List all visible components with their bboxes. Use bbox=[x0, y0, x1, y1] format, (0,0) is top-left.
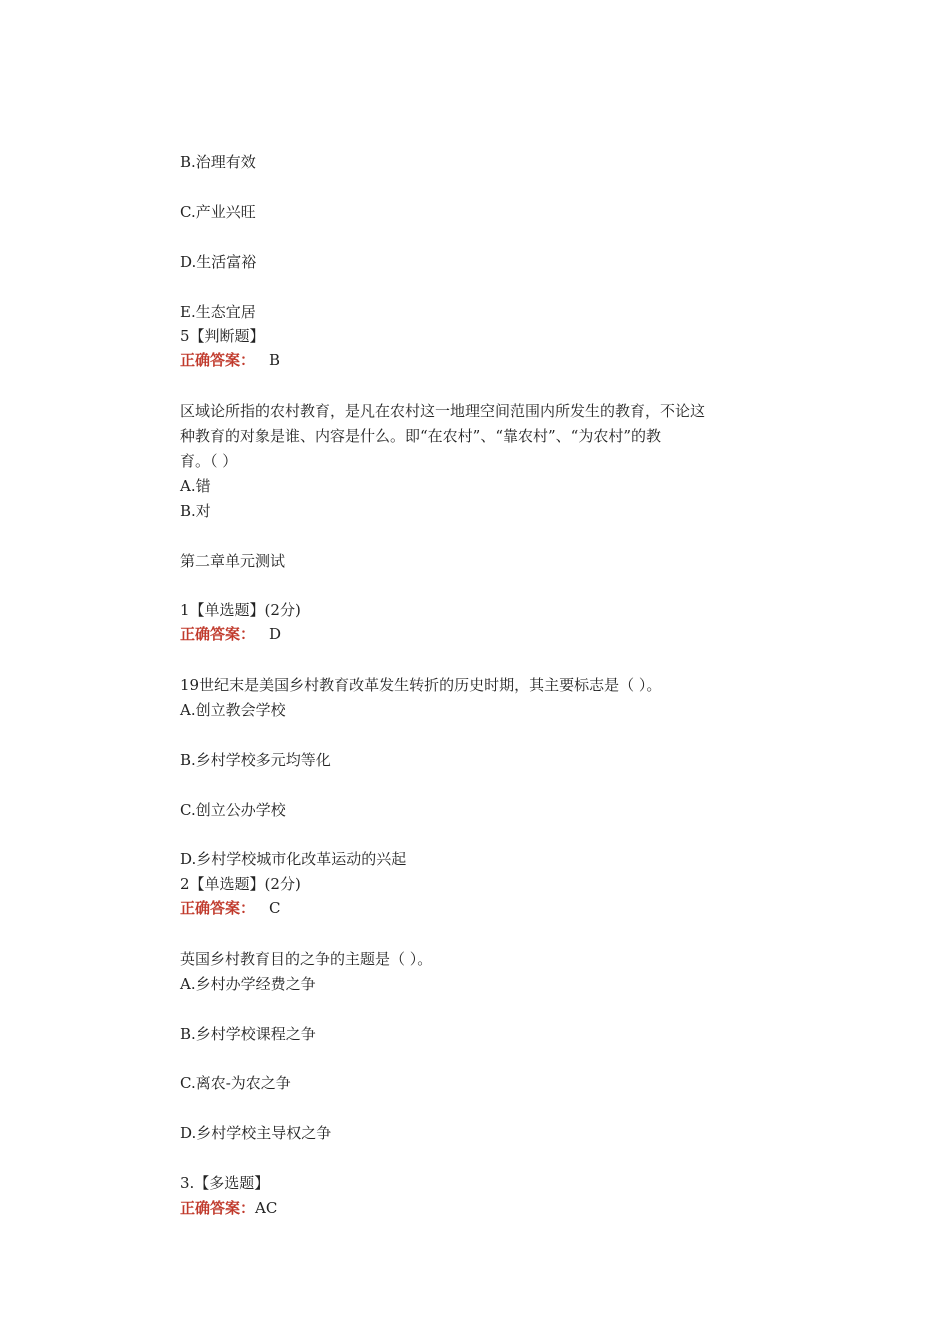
option-a: A.创立教会学校 bbox=[180, 701, 286, 719]
question-text: 区域论所指的农村教育，是凡在农村这一地理空间范围内所发生的教育，不论这 bbox=[180, 402, 706, 420]
option-b: B.乡村学校多元均等化 bbox=[180, 751, 331, 769]
answer-label: 正确答案： bbox=[180, 899, 256, 917]
option-c: C.产业兴旺 bbox=[180, 203, 256, 221]
question-header: 5【判断题】 bbox=[180, 327, 265, 345]
answer-row bbox=[180, 898, 281, 918]
option-c: C.创立公办学校 bbox=[180, 801, 286, 819]
option-a: A.错 bbox=[180, 477, 211, 495]
answer-label: 正确答案： bbox=[180, 1199, 256, 1217]
answer-label: 正确答案： bbox=[180, 625, 256, 643]
question-text: 19世纪末是美国乡村教育改革发生转折的历史时期，其主要标志是（ ）。 bbox=[180, 676, 662, 694]
answer-row bbox=[180, 624, 281, 644]
answer-value: B bbox=[269, 351, 281, 369]
option-b: B.治理有效 bbox=[180, 153, 256, 171]
answer-row bbox=[180, 1198, 277, 1218]
question-header: 3.【多选题】 bbox=[180, 1174, 270, 1192]
question-text: 英国乡村教育目的之争的主题是（ ）。 bbox=[180, 950, 433, 968]
answer-value: D bbox=[269, 625, 282, 643]
chapter-title: 第二章单元测试 bbox=[180, 552, 286, 570]
answer-label: 正确答案： bbox=[180, 351, 256, 369]
question-header: 1【单选题】(2分) bbox=[180, 601, 301, 619]
option-e: E.生态宜居 bbox=[180, 303, 256, 321]
answer-value: C bbox=[269, 899, 281, 917]
answer-value: AC bbox=[255, 1199, 278, 1217]
question-text: 种教育的对象是谁、内容是什么。即“在农村”、“靠农村”、“为农村”的教 bbox=[180, 427, 662, 445]
answer-row bbox=[180, 350, 280, 370]
option-d: D.生活富裕 bbox=[180, 253, 257, 271]
option-d: D.乡村学校城市化改革运动的兴起 bbox=[180, 850, 407, 868]
question-header: 2【单选题】(2分) bbox=[180, 875, 301, 893]
option-a: A.乡村办学经费之争 bbox=[180, 975, 316, 993]
question-text: 育。（ ） bbox=[180, 452, 238, 470]
option-b: B.乡村学校课程之争 bbox=[180, 1025, 316, 1043]
option-c: C.离农-为农之争 bbox=[180, 1074, 291, 1092]
option-b: B.对 bbox=[180, 502, 211, 520]
option-d: D.乡村学校主导权之争 bbox=[180, 1124, 332, 1142]
